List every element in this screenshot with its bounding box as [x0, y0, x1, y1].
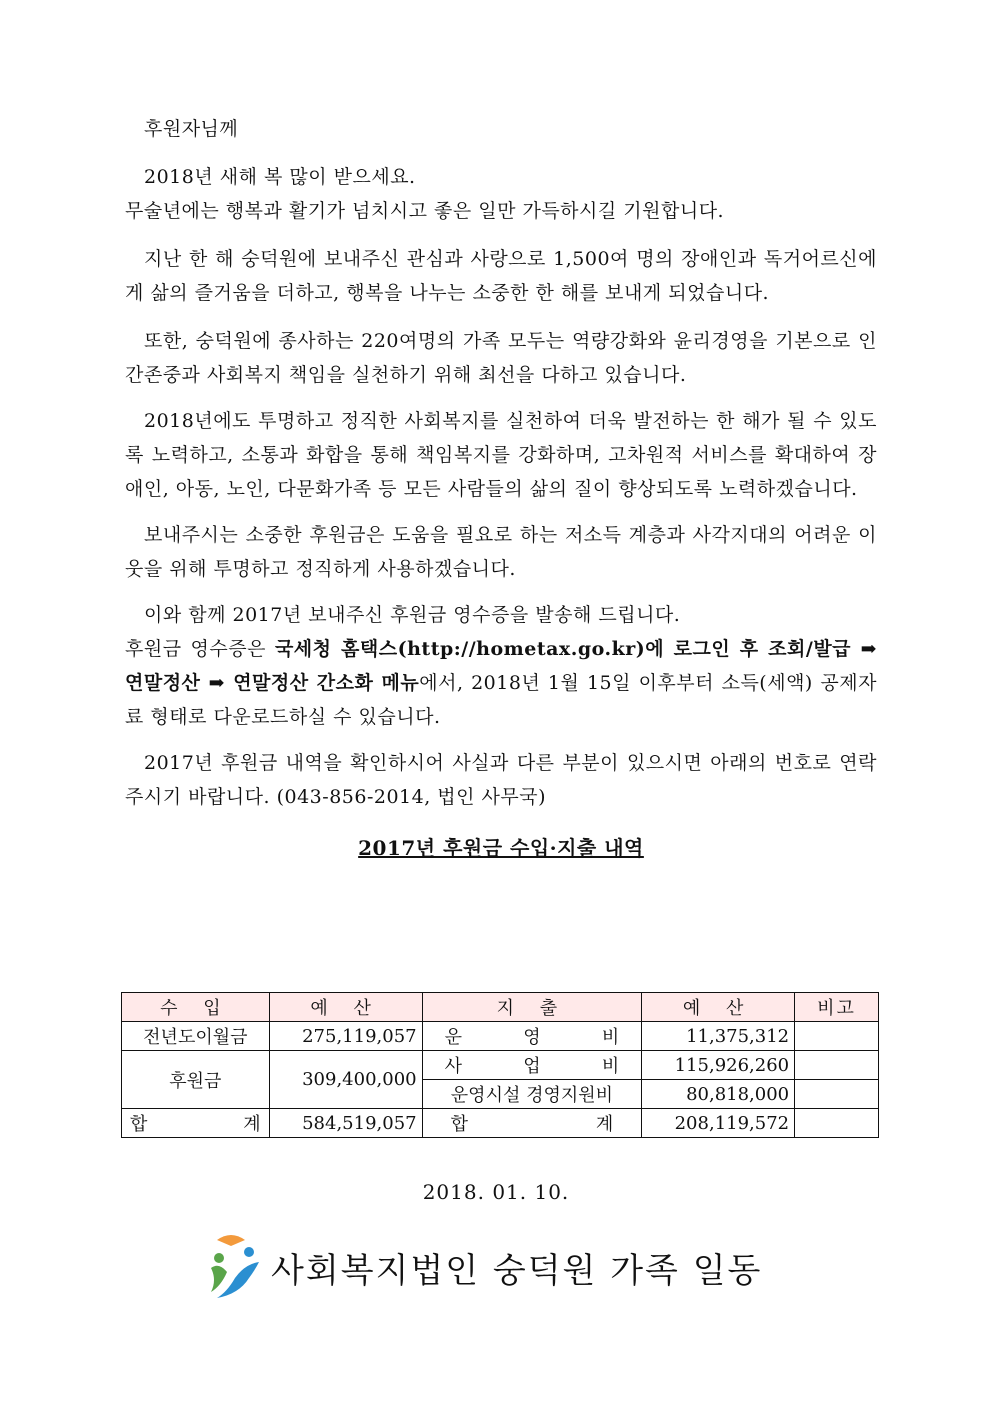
- income-total-label: 합 계: [122, 1109, 270, 1138]
- note-cell: [795, 1022, 879, 1051]
- header-income-budget: 예 산: [269, 993, 422, 1022]
- note-cell: [795, 1051, 879, 1080]
- receipt-text-pre: 후원금 영수증은: [125, 638, 275, 660]
- salutation: 후원자님께: [144, 118, 239, 140]
- header-expense: 지 출: [422, 993, 642, 1022]
- table-row: [122, 1109, 879, 1138]
- income-expense-table: [121, 992, 879, 1138]
- letter-body: [125, 112, 877, 871]
- expense-operation-amount: 11,375,312: [642, 1022, 795, 1051]
- paragraph-plans: 2018년에도 투명하고 정직한 사회복지를 실천하여 더욱 발전하는 한 해가 될 수 있도록 노력하고, 소통과 화합을 통해 책임복지를 강화하며, 고차원적 서비스를 확대하여 장애인, 아동, 노인, 다문화가족 등 모든 사람들의 삶의 질이 향상되도록 노력하겠습니다.: [125, 410, 877, 500]
- paragraph-thanks: 지난 한 해 숭덕원에 보내주신 관심과 사랑으로 1,500여 명의 장애인과 독거어르신에게 삶의 즐거움을 더하고, 행복을 나누는 소중한 한 해를 보내게 되었습니다.: [125, 248, 877, 304]
- income-carryover-amount: 275,119,057: [269, 1022, 422, 1051]
- signature-block: [205, 1232, 762, 1302]
- header-expense-budget: 예 산: [642, 993, 795, 1022]
- paragraph-staff: 또한, 숭덕원에 종사하는 220여명의 가족 모두는 역량강화와 윤리경영을 기본으로 인간존중과 사회복지 책임을 실천하기 위해 최선을 다하고 있습니다.: [125, 330, 877, 386]
- organization-logo-icon: [205, 1232, 265, 1302]
- receipt-line-1: 이와 함께 2017년 보내주신 후원금 영수증을 발송해 드립니다.: [144, 604, 681, 626]
- hometax-instructions: 국세청 홈택스(http://hometax.go.kr)에 로그인 후 조회/발급 ➡ 연말정산 ➡ 연말정산 간소화 메뉴: [125, 638, 878, 694]
- header-note: 비고: [795, 993, 879, 1022]
- note-cell: [795, 1080, 879, 1109]
- letter-date: 2018. 01. 10.: [422, 1180, 570, 1204]
- table-row: [122, 1022, 879, 1051]
- table-title: 2017년 후원금 수입·지출 내역: [358, 836, 644, 860]
- table-row: [122, 1051, 879, 1080]
- note-cell: [795, 1109, 879, 1138]
- expense-operation: 운 영 비: [422, 1022, 642, 1051]
- greeting-line-1: 2018년 새해 복 많이 받으세요.: [144, 166, 416, 188]
- expense-business: 사 업 비: [422, 1051, 642, 1080]
- income-carryover: 전년도이월금: [122, 1022, 270, 1051]
- table-header-row: [122, 993, 879, 1022]
- expense-total-label: 합 계: [422, 1109, 642, 1138]
- organization-name: 사회복지법인 숭덕원 가족 일동: [271, 1250, 763, 1291]
- income-donation: 후원금: [122, 1051, 270, 1109]
- expense-facility-support-amount: 80,818,000: [642, 1080, 795, 1109]
- income-total-amount: 584,519,057: [269, 1109, 422, 1138]
- expense-facility-support: 운영시설 경영지원비: [422, 1080, 642, 1109]
- expense-business-amount: 115,926,260: [642, 1051, 795, 1080]
- income-donation-amount: 309,400,000: [269, 1051, 422, 1109]
- paragraph-donation-use: 보내주시는 소중한 후원금은 도움을 필요로 하는 저소득 계층과 사각지대의 어려운 이웃을 위해 투명하고 정직하게 사용하겠습니다.: [125, 524, 877, 580]
- greeting-line-2: 무술년에는 행복과 활기가 넘치시고 좋은 일만 가득하시길 기원합니다.: [125, 200, 725, 222]
- expense-total-amount: 208,119,572: [642, 1109, 795, 1138]
- paragraph-contact: 2017년 후원금 내역을 확인하시어 사실과 다른 부분이 있으시면 아래의 번호로 연락 주시기 바랍니다. (043-856-2014, 법인 사무국): [125, 752, 877, 808]
- receipt-text-post: 에서, 2018년 1월 15일 이후부터 소득(세액) 공제자료 형태로 다운로드하실 수 있습니다.: [125, 672, 877, 728]
- paragraph-receipt: [125, 632, 877, 734]
- header-income: 수 입: [122, 993, 270, 1022]
